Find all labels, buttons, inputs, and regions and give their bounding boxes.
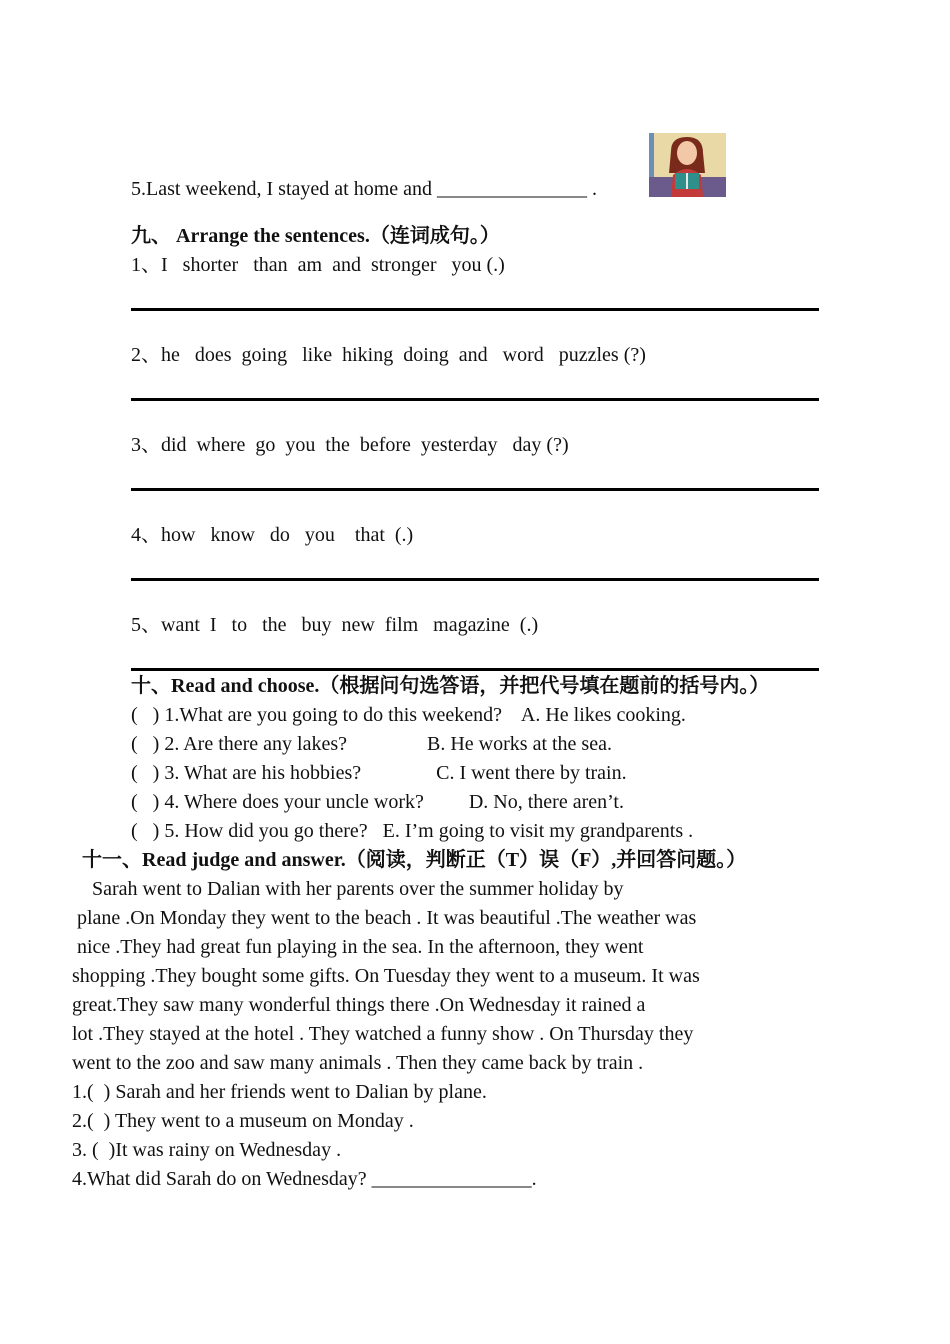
arrange-item-4: 4、how know do you that (.) — [131, 524, 414, 546]
passage-line-6: lot .They stayed at the hotel . They watched a funny show . On Thursday they — [72, 1023, 694, 1045]
choose-row-4: ( ) 4. Where does your uncle work? D. No, there aren’t. — [131, 791, 624, 813]
choose-row-3: ( ) 3. What are his hobbies? C. I went there by train. — [131, 762, 627, 784]
answer-line-4 — [131, 578, 819, 581]
choose-row-2: ( ) 2. Are there any lakes? B. He works at the sea. — [131, 733, 612, 755]
answer-question-4: 4.What did Sarah do on Wednesday? ________________. — [72, 1168, 537, 1190]
answer-line-5 — [131, 668, 819, 671]
arrange-item-1: 1、I shorter than am and stronger you (.) — [131, 254, 505, 276]
answer-line-2 — [131, 398, 819, 401]
section9-title: 九、 Arrange the sentences.（连词成句。） — [131, 225, 500, 247]
section10-title: 十、Read and choose.（根据问句选答语，并把代号填在题前的括号内。） — [131, 675, 770, 697]
answer-line-3 — [131, 488, 819, 491]
passage-line-5: great.They saw many wonderful things there .On Wednesday it rained a — [72, 994, 646, 1016]
girl-reading-illustration — [649, 133, 726, 197]
section11-title: 十一、Read judge and answer.（阅读，判断正（T）误（F）,并回答问题。） — [82, 849, 747, 871]
arrange-item-3: 3、did where go you the before yesterday day (?) — [131, 434, 569, 456]
choose-row-1: ( ) 1.What are you going to do this weekend? A. He likes cooking. — [131, 704, 686, 726]
passage-line-1: Sarah went to Dalian with her parents over the summer holiday by — [72, 878, 624, 900]
passage-line-3: nice .They had great fun playing in the sea. In the afternoon, they went — [72, 936, 644, 958]
arrange-item-2: 2、he does going like hiking doing and word puzzles (?) — [131, 344, 646, 366]
previous-question-5: 5.Last weekend, I stayed at home and _______________ . — [131, 178, 598, 200]
passage-line-7: went to the zoo and saw many animals . Then they came back by train . — [72, 1052, 644, 1074]
arrange-item-5: 5、want I to the buy new film magazine (.) — [131, 614, 539, 636]
judge-question-1: 1.( ) Sarah and her friends went to Dalian by plane. — [72, 1081, 487, 1103]
answer-line-1 — [131, 308, 819, 311]
choose-row-5: ( ) 5. How did you go there? E. I’m going to visit my grandparents . — [131, 820, 694, 842]
judge-question-3: 3. ( )It was rainy on Wednesday . — [72, 1139, 342, 1161]
judge-question-2: 2.( ) They went to a museum on Monday . — [72, 1110, 414, 1132]
passage-line-2: plane .On Monday they went to the beach . It was beautiful .The weather was — [72, 907, 697, 929]
passage-line-4: shopping .They bought some gifts. On Tuesday they went to a museum. It was — [72, 965, 700, 987]
